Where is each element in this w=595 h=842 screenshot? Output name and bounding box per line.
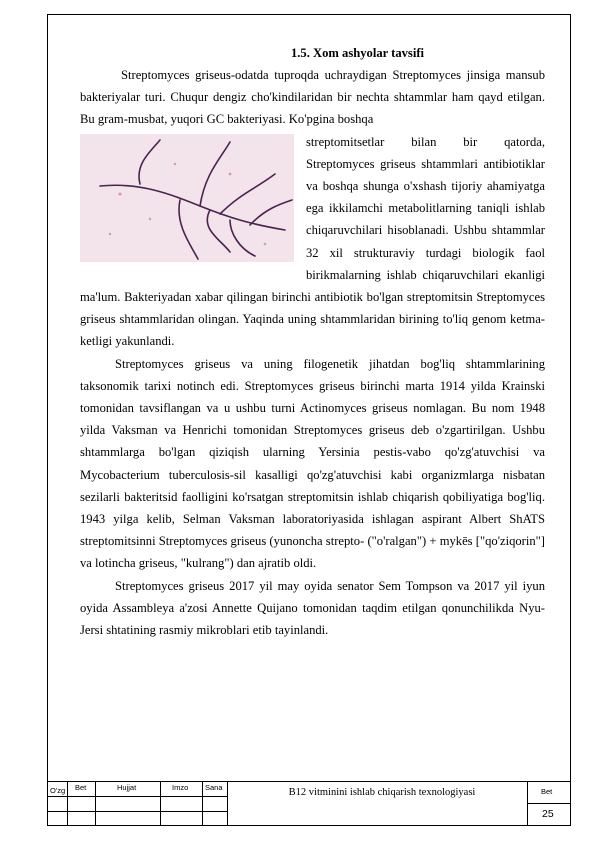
paragraph-intro-body: streptomitsetlar bilan bir qatorda, Streptomyces griseus shtammlari antibiotiklar va boshqa shunga o'xshash tijoriy ahamiyatga ega ikkilamchi metabolitlarning taniqli ishlab chiqaruvchilari hisoblanadi. Ushbu shtammlar 32 xil strukturaviy turdagi biologik faol birikmalarning ishlab chiqaruvchilari ekanligi ma'lum. Bakteriyadan xabar qilingan birinchi antibiotik bo'lgan streptomitsin Streptomyces griseus shtammlaridan olingan. Yaqinda uning shtammlaridan birining to'liq genom ketma-ketligi yakunlandi.	[80, 134, 545, 349]
stamp-col-imzo: Imzo	[172, 783, 189, 792]
stamp-document-title: B12 vitminini ishlab chiqarish texnologiyasi	[288, 787, 476, 798]
stamp-col-hujjat: Hujjat	[117, 783, 137, 792]
stamp-col-bet: Bet	[75, 783, 87, 792]
paragraph-state-microbe: Streptomyces griseus 2017 yil may oyida senator Sem Tompson va 2017 yil iyun oyida Assambleya a'zosi Annette Quijano tomonidan taqdim etilgan qonunchilikda Nyu-Jersi shtatining rasmiy mikroblari etib tayinlandi.	[80, 578, 545, 638]
stamp-sheet-label: Bet	[541, 787, 553, 796]
document-body	[80, 42, 545, 641]
micrograph-drawing	[80, 134, 294, 262]
paragraph-taxonomy: Streptomyces griseus va uning filogenetik jihatdan bog'liq shtammlarining taksonomik tarixi notinch edi. Streptomyces griseus birinchi marta 1914 yilda Krainski tomonidan tavsiflangan va u ushbu turni Actinomyces griseus nomlagan. Bu nom 1948 yilda Vaksman va Henrichi tomonidan Streptomyces griseus deb o'zgartirilgan. Ushbu shtammlarga bo'lgan qiziqish ularning Yersinia pestis-vabo qo'zg'atuvchisi va Mycobacterium tuberculosis-sil kasalligi qo'zg'atuvchisi kabi organizmlarga nisbatan sezilarli bakteritsid faolligini ko'rsatgan streptomitsin ishlab chiqarish qobiliyatiga bog'liq. 1943 yilga kelib, Selman Vaksman laboratoriyasida ishlagan aspirant Albert ShATS streptomitsinni Streptomyces griseus (yunoncha strepto- ("o'ralgan") + mykēs ["qo'ziqorin"] va lotincha griseus, "kulrang") dan ajratib oldi.	[80, 356, 545, 571]
section-title: 1.5. Xom ashyolar tavsifi	[290, 46, 425, 60]
streptomyces-micrograph-image	[80, 134, 294, 262]
title-block-stamp	[47, 781, 571, 826]
stamp-col-ozg: O'zg	[50, 786, 66, 795]
stamp-col-sana: Sana	[205, 783, 223, 792]
paragraph-intro-top: Streptomyces griseus-odatda tuproqda uchraydigan Streptomyces jinsiga mansub bakteriyalar turi. Chuqur dengiz cho'kindilaridan bir nechta shtammlar ham qayd etilgan. Bu gram-musbat, yuqori GC bakteriyasi. Ko'pgina boshqa	[80, 68, 545, 127]
stamp-sheet-number: 25	[542, 808, 554, 820]
